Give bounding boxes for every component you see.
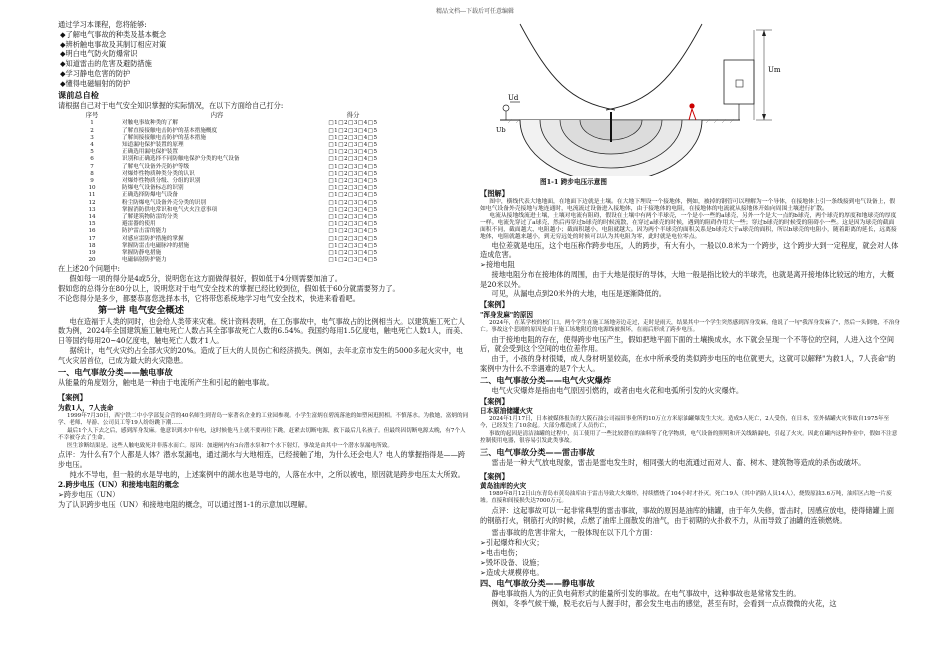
header-content: 内容 bbox=[210, 111, 224, 120]
case2-text: 2024年，在某学校的校门口，两个学生在施工场地旁边走过，走时是雨天，结果其中一个学生突然感到浑身发麻，他说了一句"我浑身发麻了"，然后一头倒地，不治身亡。事故这个悲剧的原因是由于施工场地附近的电源线被损坏，在雨后形成了跨步电压。 bbox=[480, 319, 900, 334]
self-check-table bbox=[62, 110, 394, 264]
label-um: Um bbox=[768, 66, 781, 74]
lightning-harm-item: ➢造成大规模停电。 bbox=[480, 567, 544, 577]
row-score-boxes[interactable]: □1□2□3□4□5 bbox=[328, 149, 378, 156]
row-score-boxes[interactable]: □1□2□3□4□5 bbox=[328, 199, 378, 206]
goal-item: ◆学习静电危害的防护 bbox=[60, 68, 131, 78]
section4-para: 静电事故指人为的正负电荷形式的能量所引发的事故。在电气事故中，这种事故也是常常发生的。 bbox=[491, 589, 801, 599]
row-number: 16 bbox=[88, 228, 96, 235]
row-score-boxes[interactable]: □1□2□3□4□5 bbox=[328, 163, 378, 170]
row-number: 1 bbox=[90, 120, 94, 127]
section3-para: 雷击是一种大气放电现象，雷击是雷电发生时，相同强大的电流通过而对人、畜、树木、建筑物等造成的杀伤或破坏。 bbox=[491, 457, 866, 467]
intro-text: 通过学习本课程，您将能够: bbox=[58, 20, 147, 29]
row-score-boxes[interactable]: □1□2□3□4□5 bbox=[328, 235, 378, 242]
row-content: 掌握消防供电常识和电气火火注意事项 bbox=[122, 206, 218, 213]
subsection2-bullet: ➢跨步电压（UN） bbox=[58, 489, 120, 499]
section1-title: 一、电气事故分类——触电事故 bbox=[58, 366, 173, 377]
case4-text: 1989年8月12日山东青岛市黄岛油库由于雷击导致大火爆炸，持续燃烧了104小时才扑灭。死亡19人（其中消防人员14人），烧毁原油3.6万吨，油库区占地一片废墟。直接和间接损失达7000万元。 bbox=[480, 491, 892, 505]
table-row bbox=[62, 156, 394, 163]
row-score-boxes[interactable]: □1□2□3□4□5 bbox=[328, 206, 378, 213]
left-column bbox=[58, 20, 470, 672]
section4-para2: 例如，冬季气候干燥，脱毛衣后与人握手时，都会发生电击的感觉，甚至有时，会看到一点点微微的火花，这 bbox=[491, 599, 837, 609]
goals-list bbox=[58, 30, 470, 89]
row-score-boxes[interactable]: □1□2□3□4□5 bbox=[328, 120, 378, 127]
goal-item: ◆辨析触电事故及其制订相应对策 bbox=[60, 39, 167, 49]
row-content: 对爆炸性物质分级、分组的识别 bbox=[122, 178, 201, 184]
row-number: 19 bbox=[88, 250, 96, 257]
subsection2-text: 为了认识跨步电压（UN）和接地电阻的概念，可以通过图1-1的示意加以理解。 bbox=[58, 499, 312, 509]
case2-point: 由于接地电阻的存在，使得跨步电压产生，假如把地平面下面的土壤换成水，水下就会呈现一个不等位的空间，人进入这个空间后，就会受到这个空间的电位差作用。 bbox=[480, 334, 895, 354]
table-row bbox=[62, 228, 394, 235]
case1-point: 点评：为什么有7个人都是人体？潜水泵漏电，通过湖水与大地相连，已经接触了地，为什么还会电人？电人的掌握指得是——跨步电压。 bbox=[58, 449, 466, 469]
table-row bbox=[62, 243, 394, 250]
row-number: 20 bbox=[88, 257, 96, 264]
row-number: 8 bbox=[90, 170, 94, 177]
case1-text2: 最后1个人下去之后，感到浑身发麻。他意识到水中有电，这时候他马上就不要再往下跳，赶紧去切断电源，救下最后几名孩子。但最终因切断电源太晚，有7个人不幸被夺去了生命。 bbox=[58, 427, 466, 442]
case4-label: 【案例】 bbox=[480, 471, 509, 481]
equipment-box bbox=[724, 60, 754, 104]
row-content: 了解电气设备外壳防护等级 bbox=[122, 163, 190, 170]
subsection2-title: 2.跨步电压（UN）和接地电阻的概念 bbox=[58, 480, 179, 490]
row-score-boxes[interactable]: □1□2□3□4□5 bbox=[328, 257, 378, 264]
case4-point: 点评：这起事故可以一起非常典型的雷击事故，事故的原因是油库的储罐，由于年久失修，雷击时，因感应放电，使得储罐上面的钢筋打火，钢筋打火的时候，点燃了油库上面散发的油气，由于初期的火扑救不力，从而导致了油罐的连锁燃烧。 bbox=[480, 505, 895, 525]
row-content: 正确选用漏电保护装置 bbox=[122, 149, 178, 156]
lightning-harm-item: ➢毁坏设备、设施； bbox=[480, 557, 544, 567]
after-table-line: 不论您得分是多少，都要恭喜您选择本书，它将带您系统地学习电气安全技术，快进来看看吧。 bbox=[58, 293, 360, 303]
table-row bbox=[62, 185, 394, 192]
row-content: 避雷器的使用 bbox=[122, 221, 156, 228]
pretest-title: 课前总自检 bbox=[58, 89, 99, 100]
case4-title: 黄岛油库的火灾 bbox=[480, 482, 527, 490]
row-score-boxes[interactable]: □1□2□3□4□5 bbox=[328, 242, 378, 249]
lightning-harm-item: ➢电击电伤； bbox=[480, 548, 522, 557]
lecture1-title: 第一讲 电气安全概述 bbox=[98, 304, 184, 316]
row-number: 9 bbox=[90, 178, 94, 184]
row-score-boxes[interactable]: □1□2□3□4□5 bbox=[328, 141, 378, 148]
row-number: 11 bbox=[88, 192, 96, 199]
row-score-boxes[interactable]: □1□2□3□4□5 bbox=[328, 221, 378, 228]
row-content: 对感应雷防护措施的掌握 bbox=[122, 235, 184, 242]
diagram-text: 图中，横线代表大地地面，在地面下边就是土壤。在大地下埋设一个接地体，例如，被掉的钢管可以理解为一个导体，在接地体上引一条线接到电气设备上，假如电气设备外壳接地与地连通时，电流流过设备进入接地体，由于接地体的电阻，在接地体的电流就从接地体开始向周围土壤进行扩散。 bbox=[480, 198, 896, 212]
right-column bbox=[480, 20, 900, 672]
potential-curve-left bbox=[520, 24, 615, 110]
row-number: 3 bbox=[90, 134, 94, 141]
section2-para: 电气火灾爆炸是指由电气原因引燃的，或者由电火花和电弧所引发的火灾爆炸。 bbox=[491, 385, 744, 395]
row-number: 18 bbox=[88, 242, 96, 249]
potential-curve-right bbox=[606, 24, 702, 110]
row-score-boxes[interactable]: □1□2□3□4□5 bbox=[328, 170, 378, 177]
row-score-boxes[interactable]: □1□2□3□4□5 bbox=[328, 228, 378, 235]
case2-label: 【案例】 bbox=[480, 300, 509, 310]
row-number: 6 bbox=[90, 156, 94, 163]
row-number: 7 bbox=[90, 163, 94, 170]
step-voltage-para: 电位差就是电压，这个电压称作跨步电压，人的跨步，有大有小，一般以0.8米为一个跨步，这个跨步大到一定程度，就会对人体造成危害。 bbox=[480, 240, 899, 260]
table-row bbox=[62, 257, 394, 264]
table-row bbox=[62, 142, 394, 149]
case1-point2: 纯水不导电，但一般的水是导电的，上述案例中的湖水也是导电的，人落在水中，之所以被电，原因就是跨步电压太大所致。 bbox=[69, 469, 465, 479]
case1-label: 【案例】 bbox=[58, 393, 87, 403]
diagram-text2: 电流从接地线流进土壤，土壤对电流有阻碍，假设在土壤中有两个半球壳，一个是小一些的a球壳，另外一个是大一点的b球壳，两个球壳的厚度和地球壳的厚度一样。电流先穿过了a球壳，然后再穿过b球壳的时候流散，在穿过a球壳的时候，遇到的阻碍作用大一些；穿过b球壳的时候受的阻碍小一些。这是因为球壳的截面面积不同，截面越大、电阻越小；截面积越小，电阻就越大。因为两个半球壳的面积关系是b球壳大于a球壳的面积，所以b球壳的电阻小，随着距离的延长，远离接地体，电阻就越来越小，到无穷远处的时候可以认为其电阻为零，此时就是电位零点。 bbox=[480, 212, 897, 240]
lightning-harm-intro: 雷击事故的危害非常大，一般体现在以下几个方面： bbox=[491, 528, 657, 538]
row-score-boxes[interactable]: □1□2□3□4□5 bbox=[328, 250, 378, 257]
figure-caption: 图1-1 跨步电压示意图 bbox=[540, 178, 607, 186]
case1-text3: 医生诊断结果是，这些人触电致死并非落水而亡。原因：加速闸内有3台潜水泵和7个水下射灯，事故是由其中一个潜水泵漏电所致。 bbox=[66, 442, 393, 449]
row-content: 了解建筑物防雷的分类 bbox=[122, 214, 178, 221]
table-row bbox=[62, 120, 394, 127]
row-content: 了解间接接触电击防护的基本措施 bbox=[122, 134, 206, 141]
table-row bbox=[62, 178, 394, 185]
table-row bbox=[62, 214, 394, 221]
row-number: 10 bbox=[88, 185, 96, 192]
table-row bbox=[62, 207, 394, 214]
goal-item: ◆明白电气防火防爆常识 bbox=[60, 49, 138, 59]
ground-resistance-bullet: ➢接地电阻 bbox=[480, 260, 515, 270]
row-content: 了解直接接触电击防护的基本措施概度 bbox=[122, 127, 218, 134]
case3-title: 日本原油储罐火灾 bbox=[480, 407, 533, 416]
table-row bbox=[62, 128, 394, 135]
row-content: 掌握防静电措施 bbox=[122, 250, 162, 257]
step-voltage-diagram bbox=[480, 20, 900, 176]
section2-title: 二、电气事故分类——电气火灾爆炸 bbox=[480, 374, 612, 385]
row-score-boxes[interactable]: □1□2□3□4□5 bbox=[328, 185, 378, 192]
case2-title: "浑身发麻"的原因 bbox=[480, 310, 534, 319]
lecture1-para: 据统计，电气火灾约占全部火灾的20%。造成了巨大的人员伤亡和经济损失。例如，去年北京市发生的5000多起火灾中，电气火灾居首位，已成为最大的火灾隐患。 bbox=[58, 346, 464, 365]
row-content: 掌握防雷击电磁脉冲的措施 bbox=[122, 242, 190, 249]
after-table-line: 假如每一项的得分是4或5分，说明您在这方面做得很好，假如低于4分则需要加油了。 bbox=[69, 274, 342, 284]
ground-resistance-text2: 可见，从漏电点到20米外的大地，电压是逐渐降低的。 bbox=[491, 289, 666, 299]
person-icon-red bbox=[689, 103, 694, 108]
row-score-boxes[interactable]: □1□2□3□4□5 bbox=[328, 134, 378, 141]
row-content: 防护雷击雷的能力 bbox=[122, 228, 167, 235]
case1-text: 1999年7月30日，西宁铁二中小学部复合营的40名师生到青岛一家著名企业的工业园参观。小学生富炳在碧流落池的如塑闲逛照相。不慎落水。为救她，富炳的同学、老师、导游、公司员工等19人纷纷跳下潮…… bbox=[58, 412, 469, 427]
row-score-boxes[interactable]: □1□2□3□4□5 bbox=[328, 156, 378, 163]
person-icon bbox=[503, 105, 509, 111]
row-content: 识别和正确选择不同防触电保护分类的电气设备 bbox=[122, 156, 240, 163]
case1-title: 为救1人，7人丧命 bbox=[58, 403, 114, 412]
row-content: 电磁辐射防护能力 bbox=[122, 257, 167, 264]
goal-item: ◆知道雷击的危害及避防措施 bbox=[60, 59, 152, 69]
goal-item: ◆懂得电磁辐射的防护 bbox=[60, 78, 131, 88]
row-content: 知道漏电保护装置的原理 bbox=[122, 141, 184, 148]
ground-resistance-text: 接地电阻分布在接地体的周围，由于大地是很好的导体，大地一般是指比较大的半球壳，也就是离开接地体比较远的地方，大概是20米以外。 bbox=[480, 269, 895, 289]
row-score-boxes[interactable]: □1□2□3□4□5 bbox=[328, 214, 378, 221]
table-row bbox=[62, 200, 394, 207]
header-number: 序号 bbox=[85, 111, 99, 120]
label-ud: Ud bbox=[508, 94, 519, 102]
case2-point2: 由于，小孩的身材很矮，成人身材明显较高，在水中所承受的类似跨步电压的电位就更大，这就可以解释"为救1人，7人丧命"的案例中为什么不幸遇难的是7个大人。 bbox=[480, 354, 896, 373]
after-table-line: 假如您的总得分在80分以上，说明您对于电气安全技术的掌握已经比较到位，假如低于60分就需要努力了。 bbox=[58, 284, 400, 294]
pretest-instruction: 请根据自己对于电气安全知识掌握的实际情况，在以下方面给自己打分: bbox=[58, 100, 284, 110]
row-content: 粉尘防爆电气设备外壳分类的识别 bbox=[122, 199, 206, 206]
table-row bbox=[62, 236, 394, 243]
row-number: 15 bbox=[88, 221, 96, 228]
row-number: 12 bbox=[88, 199, 96, 206]
table-row bbox=[62, 250, 394, 257]
step-voltage-figure bbox=[480, 20, 900, 188]
row-number: 17 bbox=[88, 235, 96, 242]
header-note: 精品文档---下载后可任意编辑 bbox=[435, 8, 515, 15]
section4-title: 四、电气事故分类——静电事故 bbox=[480, 578, 595, 589]
row-number: 14 bbox=[88, 214, 96, 221]
lecture1-para: 电在造福于人类的同时，也会给人类带来灾难。统计资料表明，在工伤事故中，电气事故占的比例相当大。以建筑施工死亡人数为例，2024年全国建筑施工触电死亡人数占其全部事故死亡人数的6.54%。我国约每用1.5亿度电，触电死亡人数1人，而美、日等国约每用20~40亿度电，触电死亡人数才1人。 bbox=[58, 316, 468, 346]
row-content: 对爆炸性物质种类分类的认识 bbox=[122, 170, 195, 177]
row-number: 13 bbox=[88, 206, 96, 213]
lightning-harm-item: ➢引起爆炸和火灾； bbox=[480, 538, 544, 548]
case3-text: 2024年1月17日，日本被媒体报告的大阪石油公司福田事业所的10万立方米原油罐爆发生大灾。造成5人死亡，2人受伤，在日本，室外储罐火灾事故自1975年至今，已经发生了10余起。大部分都造成了人员伤亡， bbox=[480, 416, 890, 430]
goal-item: ◆了解电气事故的种类及基本概念 bbox=[60, 29, 167, 39]
table-row bbox=[62, 164, 394, 171]
after-table-line: 在上述20个问题中: bbox=[58, 264, 120, 274]
table-row bbox=[62, 221, 394, 228]
row-score-boxes[interactable]: □1□2□3□4□5 bbox=[328, 192, 378, 199]
table-row bbox=[62, 171, 394, 178]
row-number: 2 bbox=[90, 127, 94, 134]
case3-text2: 事故的起因是清洁油罐的过程中，员工使用了一些比较潜在的油料等了化学物质，电气设备的照明和开关线路漏电，引起了火灾。因此在罐内这种作业中，假如不注意控制使用电器，很容易引发此类事故。 bbox=[480, 430, 898, 445]
label-ub: Ub bbox=[496, 126, 506, 134]
case3-label: 【案例】 bbox=[480, 396, 509, 406]
table-row bbox=[62, 135, 394, 142]
diagram-label: 【图解】 bbox=[480, 189, 509, 198]
row-number: 4 bbox=[90, 141, 94, 148]
header-score: 得分 bbox=[346, 111, 360, 120]
section1-para: 从能量的角度划分，触电是一种由于电流所产生和引起的触电事故。 bbox=[58, 377, 274, 387]
row-content: 对触电事故种类的了解 bbox=[122, 120, 178, 127]
table-row bbox=[62, 192, 394, 199]
row-score-boxes[interactable]: □1□2□3□4□5 bbox=[328, 127, 378, 134]
section3-title: 三、电气事故分类——雷击事故 bbox=[480, 446, 595, 457]
row-content: 防爆电气设备标志的识别 bbox=[122, 185, 184, 192]
row-content: 正确选择防爆电气设备 bbox=[122, 192, 178, 199]
row-score-boxes[interactable]: □1□2□3□4□5 bbox=[328, 178, 378, 184]
row-number: 5 bbox=[90, 149, 94, 156]
